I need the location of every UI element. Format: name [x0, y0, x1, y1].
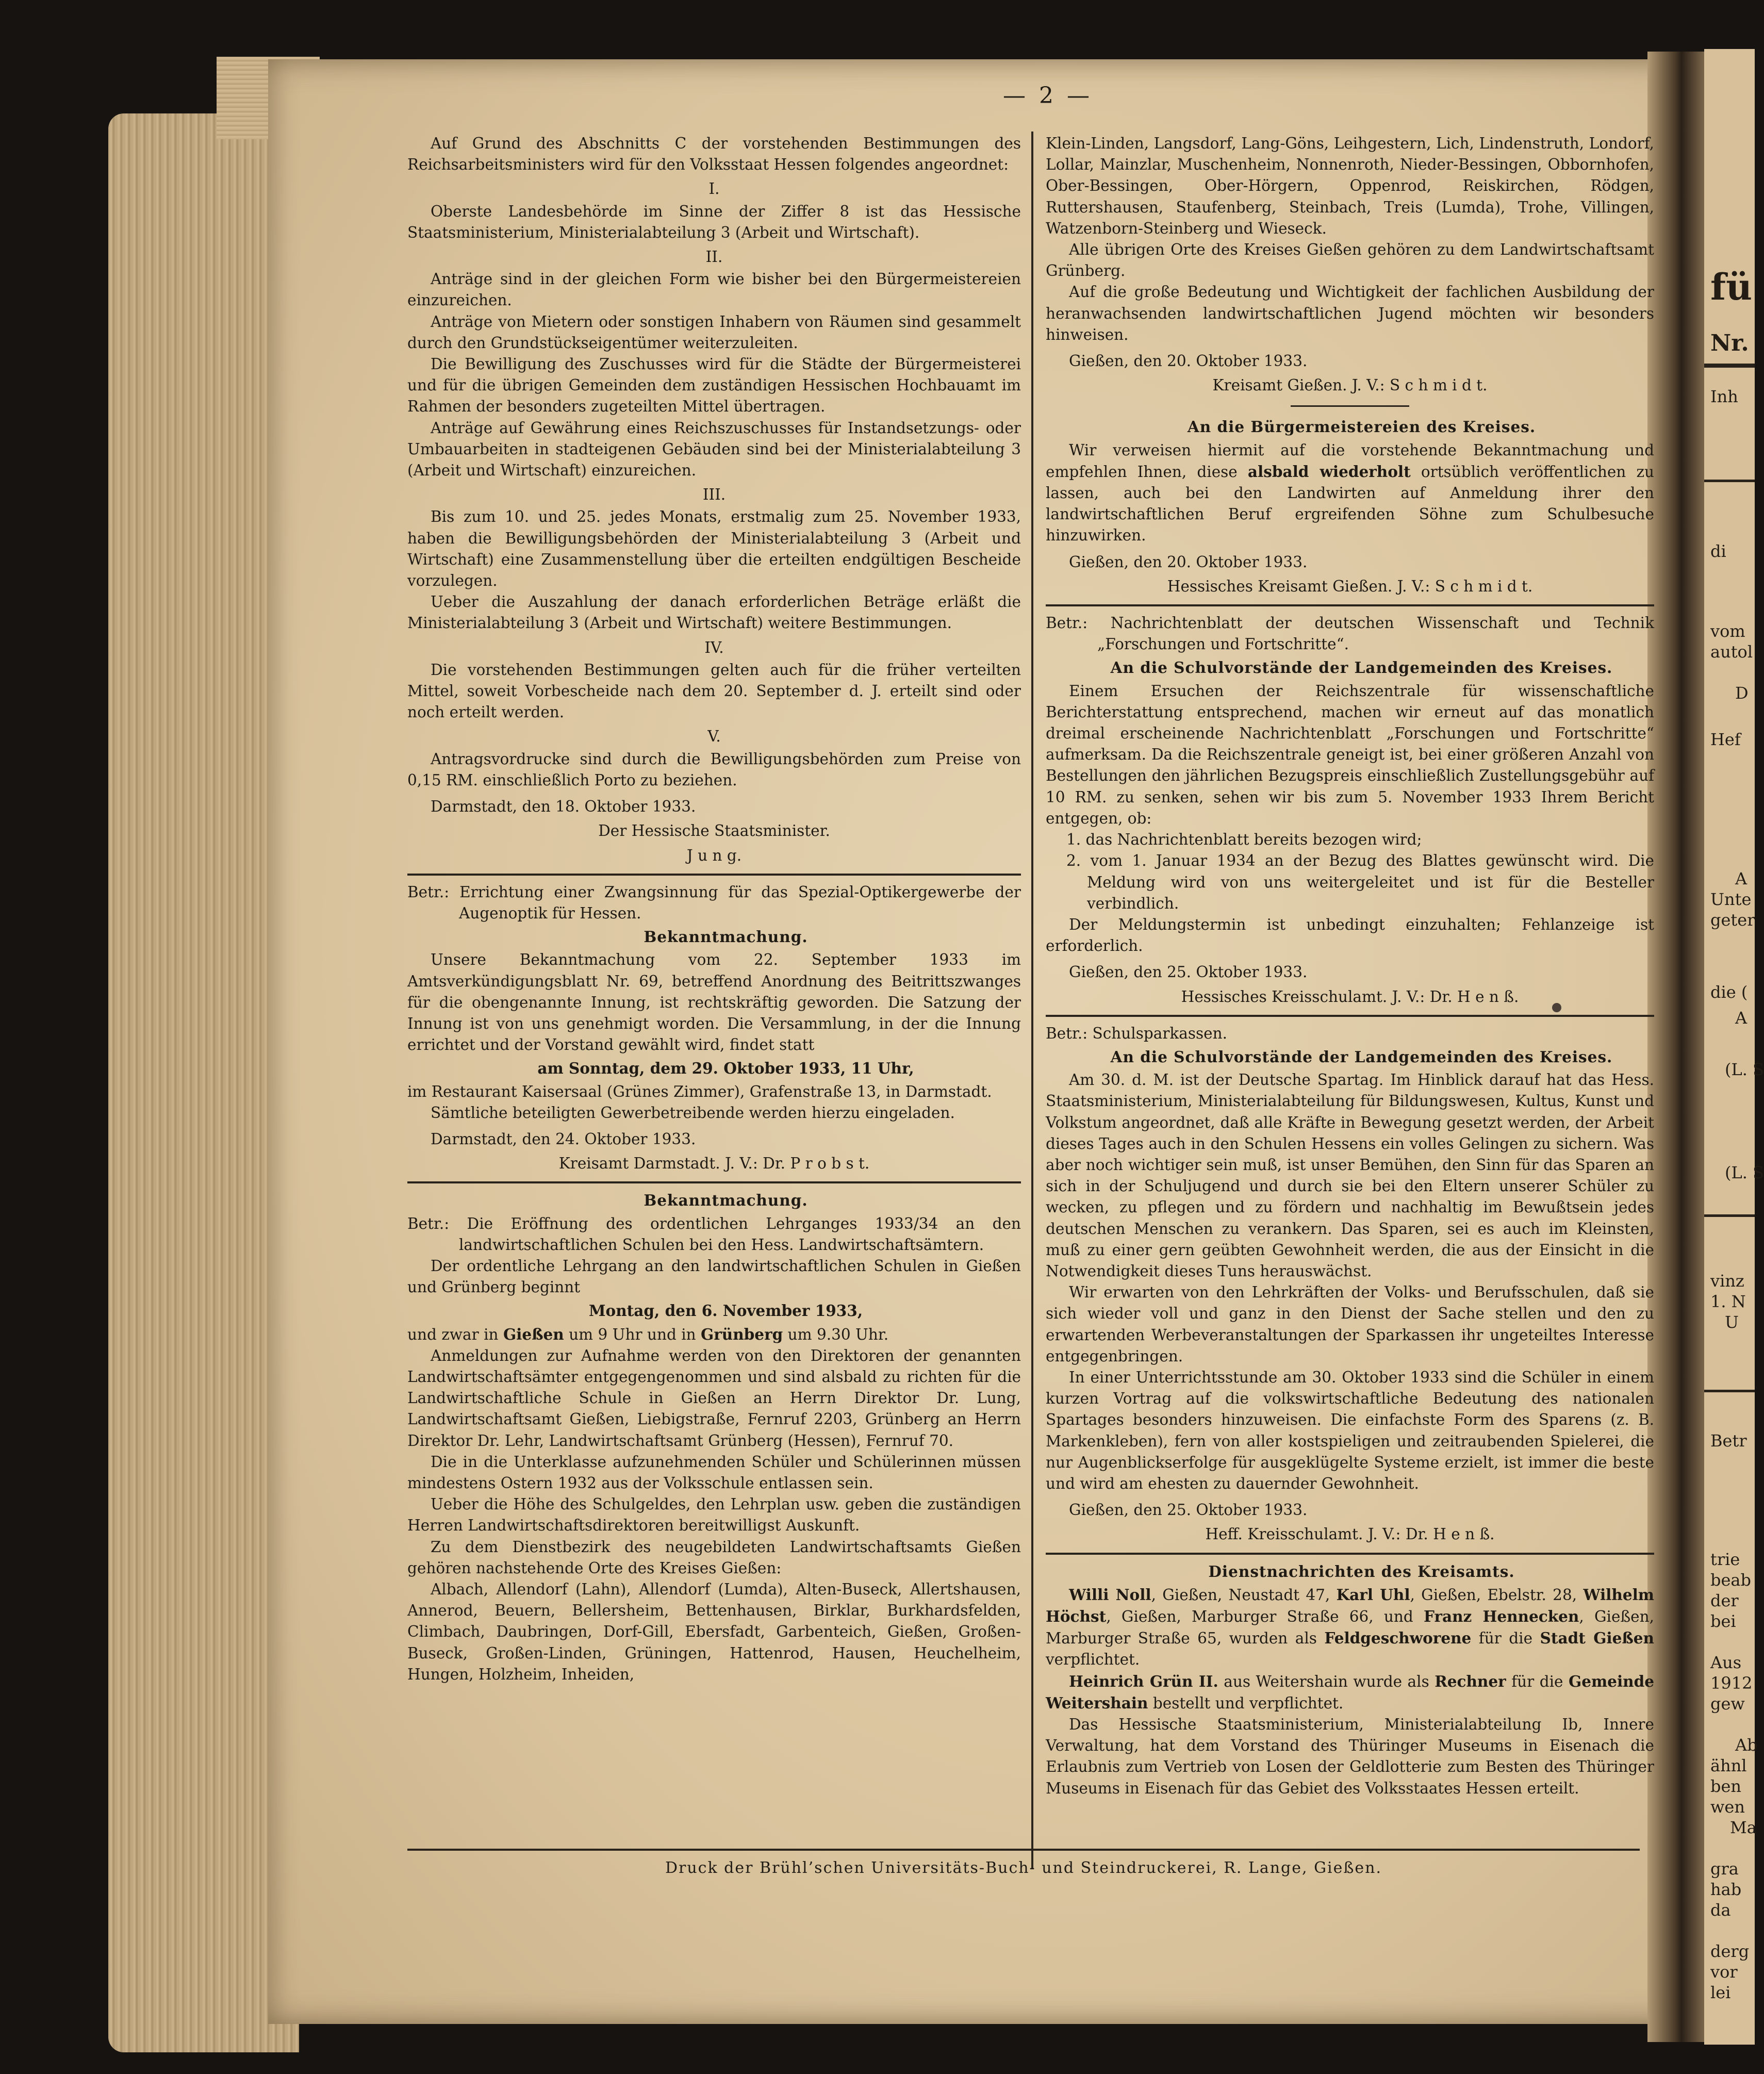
paragraph: Anträge auf Gewährung eines Reichszuschusses für Instandsetzungs- oder Umbauarbeiten in stadteigenen Gebäuden sind bei der Ministerialabteilung 3 (Arbeit und Wirtschaft) einzureichen.	[407, 419, 1021, 480]
signature: Hessisches Kreisschulamt. J. V.: Dr. H e n ß.	[1181, 987, 1519, 1006]
next-page-fragment: vinz	[1710, 1271, 1744, 1291]
bold-run: alsbald wiederholt	[1247, 462, 1411, 481]
next-page-fragment: 1. N	[1710, 1292, 1746, 1311]
date-line: Gießen, den 20. Oktober 1933.	[1069, 352, 1308, 370]
section-rule	[1046, 1015, 1654, 1017]
signature: Hessisches Kreisamt Gießen. J. V.: S c h m i d t.	[1167, 577, 1533, 595]
date-line: Gießen, den 25. Oktober 1933.	[1069, 1501, 1308, 1519]
bold-run: Feldgeschworene	[1324, 1629, 1472, 1648]
section-heading: An die Schulvorstände der Landgemeinden des Kreises.	[1110, 1047, 1613, 1066]
next-page-fragment: fü	[1710, 266, 1753, 308]
section-number: IV.	[704, 638, 724, 656]
paragraph: Der Meldungstermin ist unbedingt einzuhalten; Fehlanzeige ist erforderlich.	[1046, 915, 1654, 955]
paragraph: Unsere Bekanntmachung vom 22. September 1933 im Amtsverkündigungsblatt Nr. 69, betreffend Anordnung des Beitrittszwanges für die obengenannte Innung, ist rechtskräftig geworden. Die Satzung der Innung ist von uns genehmigt worden. Die Versammlung, in der die Innung errichtet und der Vorstand gewählt wird, findet statt	[407, 951, 1021, 1054]
adjacent-page	[1704, 49, 1764, 2045]
bold-run: Willi Noll	[1069, 1585, 1151, 1604]
text-run: und zwar in	[407, 1325, 503, 1343]
next-page-rule	[1704, 364, 1755, 368]
date-line: Darmstadt, den 24. Oktober 1933.	[431, 1130, 696, 1148]
next-page-rule	[1704, 1214, 1755, 1217]
next-page-fragment: Betr	[1710, 1431, 1747, 1451]
paragraph: Das Hessische Staatsministerium, Ministerialabteilung Ib, Innere Verwaltung, hat dem Vorstand des Thüringer Museums in Eisenach die Erlaubnis zum Vertrieb von Losen der Geldlotterie zum Besten des Thüringer Museums in Eisenach für das Gebiet des Volksstaates Hessen erteilt.	[1046, 1716, 1654, 1797]
right-column	[1046, 133, 1654, 1799]
paragraph: Einem Ersuchen der Reichszentrale für wissenschaftliche Berichterstattung entsprechend, machen wir erneut auf das monatlich dreimal erscheinende Nachrichtenblatt „Forschungen und Fortschritte“ aufmerksam. Da die Reichszentrale geneigt ist, bei einer größeren Anzahl von Bestellungen den jährlichen Bezugspreis einschließlich Zustellungsgebühr auf 10 RM. zu senken, sehen wir bis zum 5. November 1933 Ihrem Bericht entgegen, ob:	[1046, 682, 1654, 827]
next-page-fragment: hab	[1710, 1880, 1742, 1899]
section-heading: An die Bürgermeistereien des Kreises.	[1187, 418, 1536, 436]
paragraph: Am 30. d. M. ist der Deutsche Spartag. Im Hinblick darauf hat das Hess. Staatsministerium, Ministerialabteilung für Bildungswesen, Kultus, Kunst und Volkstum angeordnet, daß alle Kräfte in Bewegung gesetzt werden, der Arbeit dieses Tages auch in den Schulen Hessens ein volles Gelingen zu sichern. Was aber noch wichtiger sein muß, ist unser Bemühen, den Sinn für das Sparen an sich in der Schuljugend und durch sie bei den Eltern unserer Schüler zu wecken, zu pflegen und zu fördern und nachhaltig im Bewußtsein jedes deutschen Menschen zu verankern. Das Sparen, sei es auch im Kleinsten, muß zu einer gern geübten Gewohnheit werden, die aus der Einsicht in die Notwendigkeit dieses Tuns herauswächst.	[1046, 1071, 1654, 1280]
next-page-fragment: di	[1710, 541, 1726, 561]
text-run: Wir verweisen hiermit auf die vorstehende Bekanntmachung und empfehlen Ihnen, diese	[1046, 441, 1654, 481]
section-rule	[407, 1181, 1021, 1183]
next-page-fragment: A	[1735, 1008, 1747, 1028]
next-page-fragment: da	[1710, 1900, 1731, 1920]
footer-rule	[407, 1849, 1640, 1851]
emphasis-line: am Sonntag, dem 29. Oktober 1933, 11 Uhr,	[537, 1059, 914, 1078]
paragraph: Albach, Allendorf (Lahn), Allendorf (Lumda), Alten-Buseck, Allertshausen, Annerod, Beuern, Bellersheim, Bettenhausen, Birklar, Burkhardsfelden, Climbach, Daubringen, Dorf-Gill, Ebersfadt, Garbenteich, Gießen, Großen-Buseck, Großen-Linden, Grüningen, Hattenrod, Hausen, Heuchelheim, Hungen, Holzheim, Inheiden,	[407, 1581, 1021, 1683]
text-run: um 9.30 Uhr.	[783, 1325, 889, 1343]
paragraph	[1046, 1671, 1654, 1714]
section-heading: Dienstnachrichten des Kreisamts.	[1208, 1562, 1515, 1581]
paragraph: Anträge von Mietern oder sonstigen Inhabern von Räumen sind gesammelt durch den Grundstückseigentümer weiterzuleiten.	[407, 312, 1021, 352]
printer-imprint: Druck der Brühl’schen Universitäts-Buch- und Steindruckerei, R. Lange, Gießen.	[665, 1859, 1382, 1877]
text-run: verpflichtet.	[1046, 1651, 1140, 1669]
signature: Der Hessische Staatsminister.	[598, 822, 830, 840]
book-gutter	[1647, 52, 1709, 2042]
short-rule	[1291, 405, 1409, 407]
signature: Kreisamt Darmstadt. J. V.: Dr. P r o b s t.	[558, 1155, 870, 1173]
next-page-fragment: ben	[1710, 1776, 1742, 1796]
bold-run: Franz Hennecken	[1424, 1607, 1579, 1625]
section-rule	[1046, 1553, 1654, 1555]
section-number: V.	[707, 728, 721, 746]
paragraph: Bis zum 10. und 25. jedes Monats, erstmalig zum 25. November 1933, haben die Bewilligungsbehörden der Ministerialabteilung 3 (Arbeit und Wirtschaft) eine Zusammenstellung über die erteilten endgültigen Bescheide vorzulegen.	[407, 508, 1021, 590]
emphasis-line: Montag, den 6. November 1933,	[588, 1302, 863, 1320]
section-rule	[1046, 604, 1654, 606]
date-line: Gießen, den 20. Oktober 1933.	[1069, 553, 1308, 571]
next-page-fragment: (L. S	[1725, 1163, 1764, 1182]
next-page-fragment: Ab	[1735, 1735, 1758, 1755]
paragraph: Oberste Landesbehörde im Sinne der Ziffer 8 ist das Hessische Staatsministerium, Ministerialabteilung 3 (Arbeit und Wirtschaft).	[407, 202, 1021, 241]
paragraph: Antragsvordrucke sind durch die Bewilligungsbehörden zum Preise von 0,15 RM. einschließlich Porto zu beziehen.	[407, 750, 1021, 789]
signature: J u n g.	[686, 846, 742, 864]
next-page-fragment: Ma	[1730, 1818, 1757, 1837]
signature: Heff. Kreisschulamt. J. V.: Dr. H e n ß.	[1205, 1525, 1495, 1543]
text-run: bestellt und verpflichtet.	[1148, 1694, 1344, 1712]
paragraph: im Restaurant Kaisersaal (Grünes Zimmer), Grafenstraße 13, in Darmstadt.	[407, 1082, 992, 1100]
list-item: 1. das Nachrichtenblatt bereits bezogen wird;	[1066, 831, 1422, 849]
ink-spot	[1552, 1003, 1561, 1012]
signature: Kreisamt Gießen. J. V.: S c h m i d t.	[1212, 376, 1488, 394]
next-page-fragment: bei	[1710, 1611, 1736, 1631]
bold-run: Wilhelm Höchst	[1046, 1585, 1655, 1625]
bold-run: Rechner	[1435, 1672, 1506, 1690]
next-page-fragment: autol	[1710, 642, 1753, 662]
next-page-fragment: vor	[1710, 1962, 1738, 1982]
text-run: für die	[1506, 1672, 1569, 1690]
left-column	[407, 133, 1021, 1685]
paragraph	[407, 1324, 1021, 1345]
paragraph: Anträge sind in der gleichen Form wie bisher bei den Bürgermeistereien einzureichen.	[407, 270, 1021, 309]
next-page-fragment: ähnl	[1710, 1756, 1747, 1775]
paragraph: Die Bewilligung des Zuschusses wird für die Städte der Bürgermeisterei und für die übrigen Gemeinden dem zuständigen Hessischen Hochbauamt im Rahmen der besonders zugeteilten Mittel übertragen.	[407, 355, 1021, 416]
subject-line: Betr.: Schulsparkassen.	[1046, 1024, 1227, 1042]
text-run: für die	[1471, 1629, 1540, 1648]
next-page-fragment: D	[1735, 683, 1749, 703]
bold-run: Gemeinde Weitershain	[1046, 1672, 1654, 1712]
next-page-rule	[1704, 1390, 1755, 1392]
paragraph: Wir erwarten von den Lehrkräften der Volks- und Berufsschulen, daß sie sich wieder voll und ganz in den Dienst der Sache stellen und den zu erwartenden Werbeveranstaltungen der Sparkassen ihr ungeteiltes Interesse entgegenbringen.	[1046, 1283, 1654, 1365]
paragraph: Die in die Unterklasse aufzunehmenden Schüler und Schülerinnen müssen mindestens Ostern 1932 aus der Volksschule entlassen sein.	[407, 1453, 1021, 1492]
section-number: II.	[705, 248, 723, 266]
paragraph: Auf die große Bedeutung und Wichtigkeit der fachlichen Ausbildung der heranwachsenden landwirtschaftlichen Jugend möchten wir besonders hinweisen.	[1046, 283, 1654, 343]
paragraph	[1046, 440, 1654, 547]
paragraph: Anmeldungen zur Aufnahme werden von den Direktoren der genannten Landwirtschaftsämter entgegengenommen und sind alsbald zu richten für die Landwirtschaftliche Schule in Gießen an Herrn Direktor Dr. Lung, Landwirtschaftsamt Gießen, Liebigstraße, Fernruf 2203, Grünberg an Herrn Direktor Dr. Lehr, Landwirtschaftsamt Grünberg (Hessen), Fernruf 70.	[407, 1346, 1021, 1450]
next-page-fragment: lei	[1710, 1983, 1731, 2002]
paragraph: Alle übrigen Orte des Kreises Gießen gehören zu dem Landwirtschaftsamt Grünberg.	[1046, 241, 1654, 280]
next-page-fragment: Inh	[1710, 387, 1738, 406]
text-run: aus Weitershain wurde als	[1218, 1672, 1435, 1690]
subject-line: Betr.: Nachrichtenblatt der deutschen Wissenschaft und Technik „Forschungen und Fortschritte“.	[1046, 614, 1654, 653]
subject-line: Betr.: Die Eröffnung des ordentlichen Lehrganges 1933/34 an den landwirtschaftlichen Schulen bei den Hess. Landwirtschaftsämtern.	[407, 1214, 1021, 1254]
next-page-fragment: (L. S	[1725, 1060, 1764, 1079]
bold-run: Grünberg	[701, 1325, 783, 1343]
section-number: I.	[708, 180, 720, 198]
next-page-fragment: U	[1725, 1312, 1739, 1332]
bold-run: Stadt Gießen	[1540, 1629, 1654, 1648]
list-item: 2. vom 1. Januar 1934 an der Bezug des Blattes gewünscht wird. Die Meldung wird von uns weitergeleitet und ist für die Besteller verbindlich.	[1066, 852, 1654, 912]
bold-run: Heinrich Grün II.	[1069, 1672, 1218, 1690]
next-page-fragment: derg	[1710, 1941, 1750, 1961]
text-run: , Gießen, Neustadt 47,	[1151, 1586, 1337, 1604]
page-number: — 2 —	[1003, 83, 1093, 109]
paragraph: Der ordentliche Lehrgang an den landwirtschaftlichen Schulen in Gießen und Grünberg beginnt	[407, 1257, 1021, 1296]
next-page-fragment: die (	[1710, 982, 1748, 1002]
date-line: Darmstadt, den 18. Oktober 1933.	[431, 798, 696, 816]
paragraph: Klein-Linden, Langsdorf, Lang-Göns, Leihgestern, Lich, Lindenstruth, Londorf, Lollar, Mainzlar, Muschenheim, Nonnenroth, Nieder-Bessingen, Obbornhofen, Ober-Bessingen, Ober-Hörgern, Oppenrod, Reiskirchen, Rödgen, Ruttershausen, Staufenberg, Steinbach, Treis (Lumda), Trohe, Villingen, Watzenborn-Steinberg und Wieseck.	[1046, 135, 1654, 237]
section-number: III.	[702, 486, 726, 504]
next-page-fragment: Aus	[1710, 1653, 1742, 1672]
next-page-fragment: A	[1735, 869, 1747, 888]
bold-run: Gießen	[503, 1325, 564, 1343]
next-page-fragment: geter	[1710, 910, 1755, 930]
next-page-fragment: Hef	[1710, 730, 1741, 749]
text-run: , Gießen, Marburger Straße 66, und	[1106, 1608, 1424, 1625]
paragraph	[1046, 1584, 1654, 1671]
paragraph: Ueber die Höhe des Schulgeldes, den Lehrplan usw. geben die zuständigen Herren Landwirtschaftsdirektoren bereitwilligst Auskunft.	[407, 1495, 1021, 1535]
paragraph: Sämtliche beteiligten Gewerbetreibende werden hierzu eingeladen.	[431, 1104, 955, 1122]
bold-run: Karl Uhl	[1336, 1585, 1410, 1604]
next-page-fragment: vom	[1710, 621, 1745, 641]
next-page-fragment: wen	[1710, 1797, 1745, 1817]
text-run: , Gießen, Marburger Straße 65, wurden als	[1046, 1608, 1654, 1648]
next-page-fragment: gew	[1710, 1694, 1745, 1714]
text-run: um 9 Uhr und in	[564, 1325, 701, 1343]
paragraph: Die vorstehenden Bestimmungen gelten auch für die früher verteilten Mittel, soweit Vorbescheide nach dem 20. September d. J. erteilt sind oder noch erteilt werden.	[407, 661, 1021, 721]
section-rule	[407, 874, 1021, 876]
next-page-fragment: beab	[1710, 1570, 1751, 1590]
column-divider	[1031, 131, 1033, 1869]
paragraph: Ueber die Auszahlung der danach erforderlichen Beträge erläßt die Ministerialabteilung 3 (Arbeit und Wirtschaft) weitere Bestimmungen.	[407, 593, 1021, 632]
section-heading: Bekanntmachung.	[644, 1191, 808, 1210]
text-run: ortsüblich veröffentlichen zu lassen, auch bei den Landwirten auf Anmeldung ihrer den landwirtschaftlichen Beruf ergreifenden Söhne zum Schulbesuche hinzuwirken.	[1046, 463, 1654, 545]
next-page-fragment: trie	[1710, 1550, 1740, 1569]
text-run: , Gießen, Ebelstr. 28,	[1410, 1586, 1584, 1604]
paragraph: Zu dem Dienstbezirk des neugebildeten Landwirtschaftsamts Gießen gehören nachstehende Orte des Kreises Gießen:	[407, 1538, 1021, 1577]
section-heading: Bekanntmachung.	[644, 928, 808, 946]
date-line: Gießen, den 25. Oktober 1933.	[1069, 963, 1308, 981]
paragraph: Auf Grund des Abschnitts C der vorstehenden Bestimmungen des Reichsarbeitsministers wird für den Volksstaat Hessen folgendes angeordnet:	[407, 135, 1021, 174]
next-page-rule	[1704, 480, 1755, 482]
next-page-fragment: gra	[1710, 1859, 1739, 1879]
subject-line: Betr.: Errichtung einer Zwangsinnung für das Spezial-Optikergewerbe der Augenoptik für Hessen.	[407, 883, 1021, 922]
next-page-fragment: Unte	[1710, 890, 1752, 909]
paragraph: In einer Unterrichtsstunde am 30. Oktober 1933 sind die Schüler in einem kurzen Vortrag auf die volkswirtschaftliche Bedeutung des nationalen Spartages besonders hinzuweisen. Die einfachste Form des Sparens (z. B. Markenkleben), fern von aller kostspieligen und zeitraubenden Spielerei, die nur Augenblickserfolge für ausgeklügelte Systeme erzielt, ist immer die beste und wird am ehesten zu dauernder Gewohnheit.	[1046, 1368, 1654, 1492]
next-page-fragment: Nr.	[1710, 330, 1749, 356]
section-heading: An die Schulvorstände der Landgemeinden des Kreises.	[1110, 659, 1613, 677]
next-page-fragment: der	[1710, 1591, 1739, 1610]
next-page-fragment: 1912	[1710, 1673, 1753, 1693]
